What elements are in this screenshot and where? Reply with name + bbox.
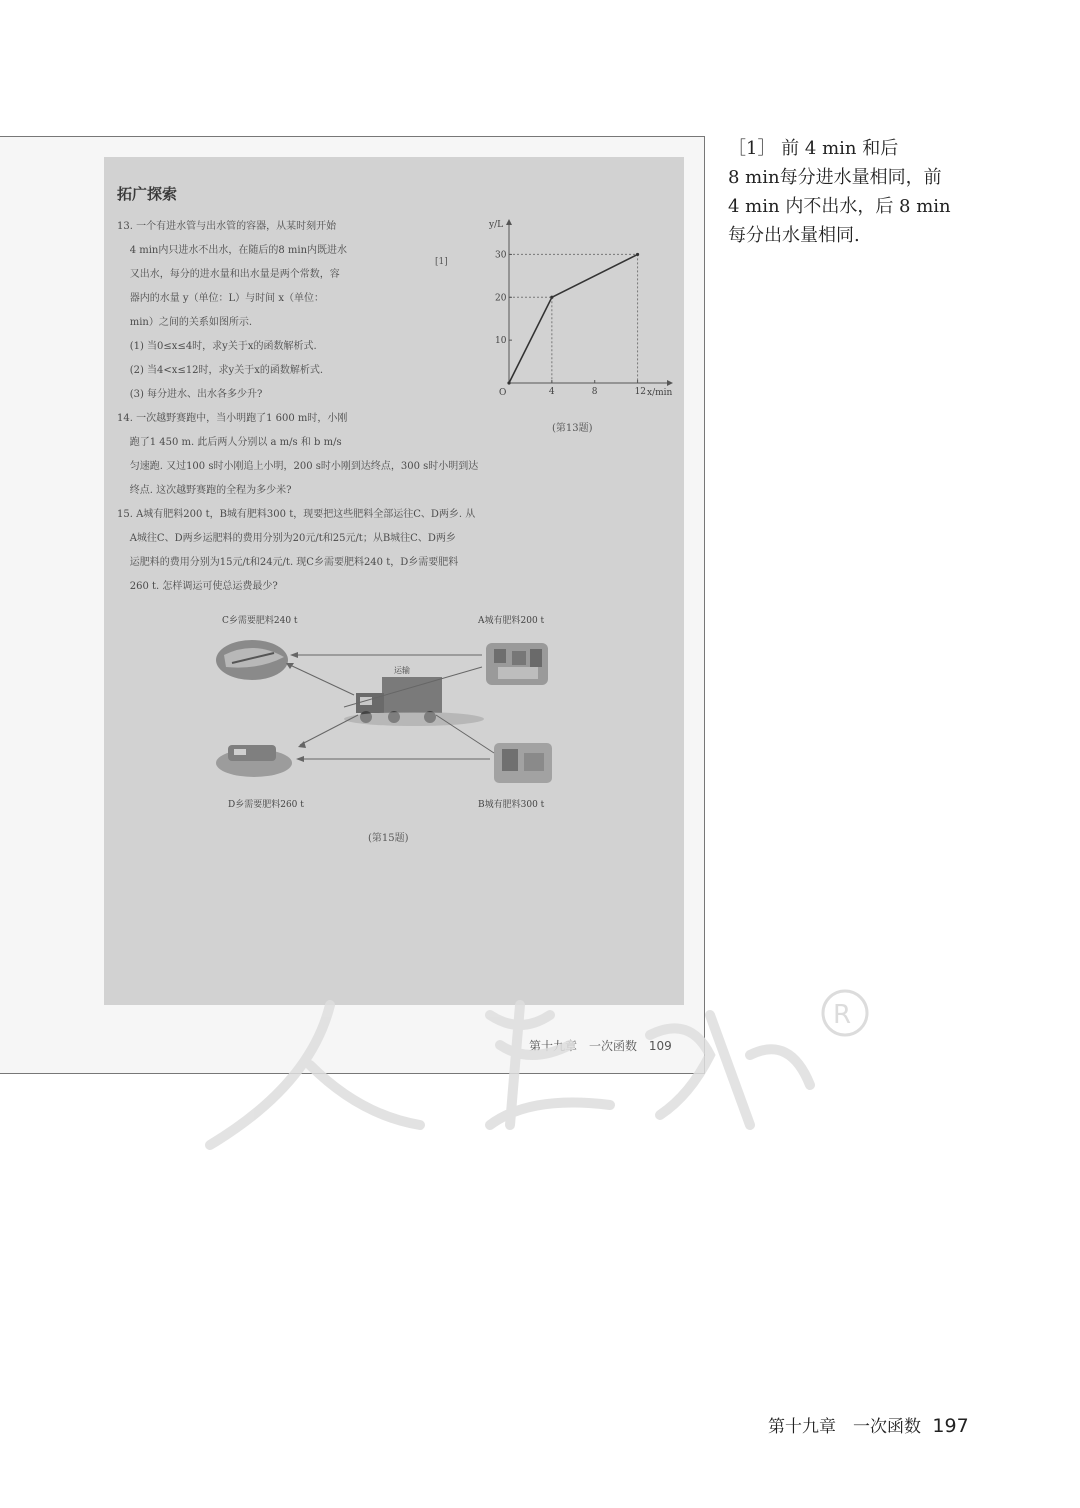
page-number: 197 [932, 1415, 969, 1437]
problem-13-line: 4 min内只进水不出水，在随后的8 min内既进水 [117, 245, 348, 256]
y-axis-label: y/L [489, 220, 504, 230]
transport-illustration [214, 615, 574, 815]
label-city-b: B城有肥料300 t [478, 800, 545, 810]
origin-label: O [499, 388, 507, 398]
problem-13-line: (2) 当4<x≤12时，求y关于x的函数解析式. [117, 365, 324, 376]
side-annotation-line: 4 min 内不出水，后 8 min [728, 196, 951, 217]
problem-13-line: (1) 当0≤x≤4时，求y关于x的函数解析式. [117, 341, 317, 352]
label-city-a: A城有肥料200 t [478, 616, 545, 626]
problem-14-line: 终点. 这次越野赛跑的全程为多少米? [117, 485, 292, 496]
y-tick-label: 30 [495, 250, 507, 261]
series-line [509, 254, 638, 383]
problem-15-line: 260 t. 怎样调运可使总运费最少? [117, 581, 278, 592]
side-annotation-line: 每分出水量相同. [728, 225, 860, 246]
publisher-watermark [190, 975, 890, 1175]
y-axis-arrow-icon [506, 219, 512, 225]
map-caption: (第15题) [368, 833, 409, 844]
data-point [550, 296, 553, 299]
x-tick-label: 8 [591, 387, 598, 397]
route-arrows [286, 652, 306, 762]
city-a-image [486, 643, 548, 685]
problem-panel [104, 157, 684, 1005]
problem-14-line: 14. 一次越野赛跑中，当小明跑了1 600 m时，小刚 [117, 413, 348, 424]
x-axis-arrow-icon [667, 380, 673, 386]
city-b-image [494, 743, 552, 783]
label-village-c: C乡需要肥料240 t [222, 616, 298, 626]
problem-14-line: 匀速跑. 又过100 s时小刚追上小明，200 s时小刚到达终点，300 s时小明到达 [117, 461, 479, 472]
problem-15-line: A城往C、D两乡运肥料的费用分别为20元/t和25元/t；从B城往C、D两乡 [117, 533, 456, 544]
water-volume-graph [487, 215, 687, 415]
x-axis-label: x/min [647, 388, 673, 398]
svg-text:R: R [833, 1000, 852, 1030]
village-d-image [216, 745, 292, 777]
data-point [507, 381, 510, 384]
side-annotation-line: ［1］ 前 4 min 和后 [728, 138, 899, 159]
problem-13-line: 13. 一个有进水管与出水管的容器，从某时刻开始 [117, 221, 337, 232]
problem-14-line: 跑了1 450 m. 此后两人分别以 a m/s 和 b m/s [117, 437, 342, 448]
label-village-d: D乡需要肥料260 t [228, 800, 304, 810]
y-tick-label: 20 [495, 293, 507, 304]
inner-footer-page: 109 [648, 1039, 672, 1053]
problem-13-line: 又出水，每分的进水量和出水量是两个常数，容 [117, 269, 340, 280]
annotation-marker: [1] [435, 257, 448, 267]
scanned-page [0, 136, 705, 1074]
problem-13-line: (3) 每分进水、出水各多少升? [117, 389, 263, 400]
side-annotation-line: 8 min每分进水量相同，前 [728, 167, 942, 188]
page-footer [768, 1412, 969, 1437]
graph-caption: (第13题) [552, 423, 593, 434]
x-tick-label: 12 [634, 387, 647, 397]
truck-image [344, 677, 484, 726]
problem-15-line: 15. A城有肥料200 t，B城有肥料300 t，现要把这些肥料全部运往C、D两乡. 从 [117, 509, 476, 520]
village-c-image [216, 640, 288, 680]
problem-15-line: 运肥料的费用分别为15元/t和24元/t. 现C乡需要肥料240 t，D乡需要肥料 [117, 557, 459, 568]
registered-mark-icon [823, 991, 867, 1035]
problem-13-line: 器内的水量 y（单位：L）与时间 x（单位： [117, 293, 325, 304]
y-tick-label: 10 [495, 336, 507, 347]
center-label: 运输 [394, 666, 410, 675]
inner-footer-chapter: 第十九章 一次函数 [529, 1039, 638, 1053]
data-point [636, 253, 639, 256]
problem-13-line: min）之间的关系如图所示. [117, 317, 253, 328]
section-title: 拓广探索 [117, 185, 178, 203]
side-annotation [728, 134, 983, 250]
footer-chapter: 第十九章 一次函数 [768, 1417, 921, 1437]
x-tick-label: 4 [548, 387, 555, 397]
